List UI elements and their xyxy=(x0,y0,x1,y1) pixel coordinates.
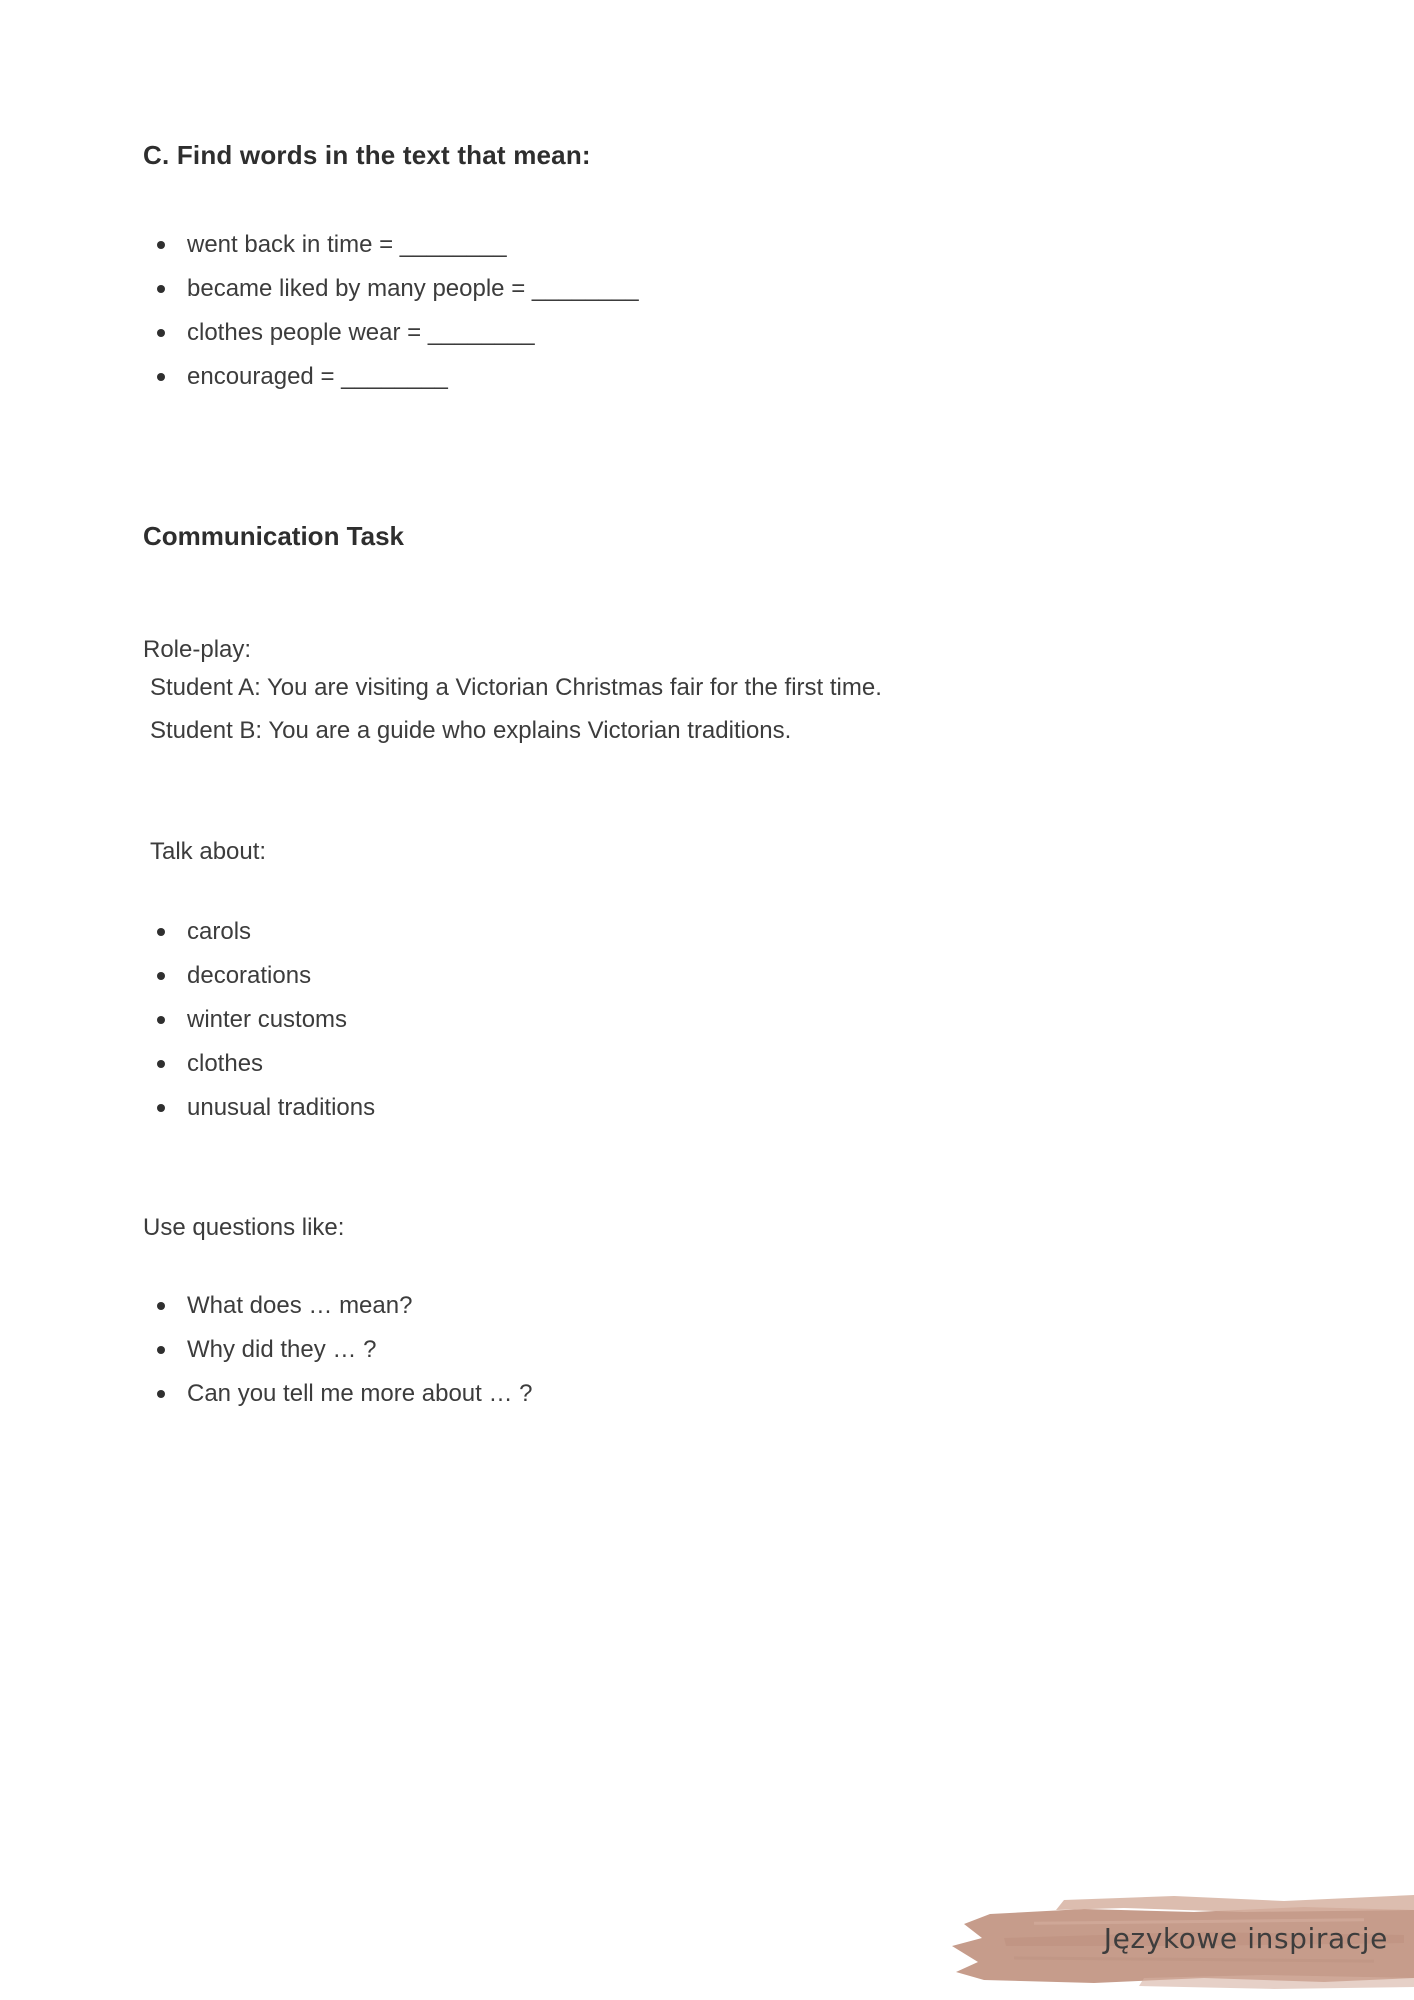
list-item-text: encouraged = ________ xyxy=(187,363,448,390)
brand-badge-text: Językowe inspiracje xyxy=(1103,1922,1388,1956)
list-item xyxy=(157,223,1294,267)
list-item xyxy=(157,1086,1294,1130)
bullet-icon xyxy=(157,373,165,381)
bullet-icon xyxy=(157,1390,165,1398)
section-c-list xyxy=(143,223,1294,399)
roleplay-lines xyxy=(143,666,1294,752)
list-item-text: went back in time = ________ xyxy=(187,231,507,258)
list-item xyxy=(157,1328,1294,1372)
student-a-line: Student A: You are visiting a Victorian Christmas fair for the first time. xyxy=(150,674,882,701)
list-item-text: What does … mean? xyxy=(187,1292,413,1319)
list-item xyxy=(157,910,1294,954)
talk-about-list xyxy=(143,910,1294,1130)
list-item-text: Can you tell me more about … ? xyxy=(187,1380,533,1407)
bullet-icon xyxy=(157,241,165,249)
brand-badge xyxy=(944,1888,1414,1992)
list-item xyxy=(157,267,1294,311)
list-item xyxy=(157,355,1294,399)
roleplay-label: Role-play: xyxy=(143,636,252,663)
bullet-icon xyxy=(157,285,165,293)
list-item-text: became liked by many people = ________ xyxy=(187,275,639,302)
list-item xyxy=(157,954,1294,998)
bullet-icon xyxy=(157,1346,165,1354)
list-item xyxy=(157,1372,1294,1416)
list-item-text: winter customs xyxy=(187,1006,348,1033)
bullet-icon xyxy=(157,1104,165,1112)
list-item xyxy=(157,1042,1294,1086)
list-item-text: clothes people wear = ________ xyxy=(187,319,535,346)
questions-list xyxy=(143,1284,1294,1416)
list-item-text: decorations xyxy=(187,962,312,989)
bullet-icon xyxy=(157,1302,165,1310)
list-item-text: carols xyxy=(187,918,252,945)
section-c-heading: C. Find words in the text that mean: xyxy=(143,140,591,170)
bullet-icon xyxy=(157,928,165,936)
list-item xyxy=(157,998,1294,1042)
bullet-icon xyxy=(157,329,165,337)
list-item-text: Why did they … ? xyxy=(187,1336,377,1363)
bullet-icon xyxy=(157,1060,165,1068)
communication-task-heading: Communication Task xyxy=(143,521,405,551)
bullet-icon xyxy=(157,972,165,980)
bullet-icon xyxy=(157,1016,165,1024)
use-questions-label: Use questions like: xyxy=(143,1214,345,1241)
talk-about-label: Talk about: xyxy=(150,838,267,865)
list-item xyxy=(157,1284,1294,1328)
student-b-line: Student B: You are a guide who explains Victorian traditions. xyxy=(150,717,792,744)
list-item-text: unusual traditions xyxy=(187,1094,376,1121)
list-item xyxy=(157,311,1294,355)
list-item-text: clothes xyxy=(187,1050,264,1077)
